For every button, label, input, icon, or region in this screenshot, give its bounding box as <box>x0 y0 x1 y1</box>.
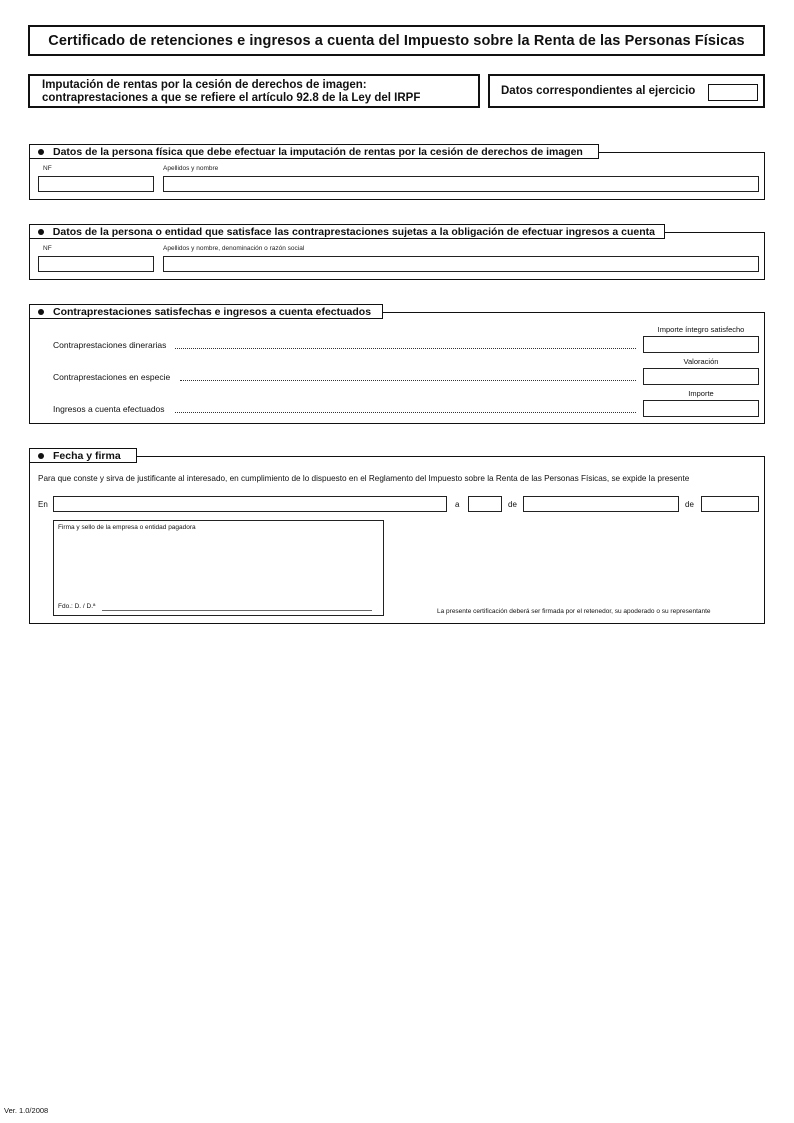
column-header: Importe <box>688 389 714 398</box>
signature-label: Firma y sello de la empresa o entidad pagadora <box>58 524 196 531</box>
imputacion-line1: Imputación de rentas por la cesión de derechos de imagen: <box>42 79 367 91</box>
dotted-leader <box>175 348 636 349</box>
imputacion-line2: contraprestaciones a que se refiere el artículo 92.8 de la Ley del IRPF <box>42 92 421 104</box>
amount-field[interactable] <box>643 400 759 417</box>
row-label: Contraprestaciones en especie <box>53 372 171 382</box>
month-field[interactable] <box>523 496 679 512</box>
version-label: Ver. 1.0/2008 <box>4 1106 49 1115</box>
ejercicio-input[interactable] <box>708 84 758 101</box>
section-persona-fisica-title: Datos de la persona física que debe efectuar la imputación de rentas por la cesión de derechos de imagen <box>53 145 583 158</box>
form-title: Certificado de retenciones e ingresos a cuenta del Impuesto sobre la Renta de las Personas Físicas <box>28 25 765 56</box>
row-label: Contraprestaciones dinerarias <box>53 340 167 350</box>
day-field[interactable] <box>468 496 502 512</box>
fdo-label: Fdo.: D. / D.ª <box>58 603 96 610</box>
signature-box[interactable] <box>53 520 384 616</box>
nif-label: NF <box>43 165 52 172</box>
nif-field[interactable] <box>38 176 154 192</box>
nif-label: NF <box>43 245 52 252</box>
name-label: Apellidos y nombre, denominación o razón social <box>163 245 305 252</box>
amount-field[interactable] <box>643 336 759 353</box>
certification-text: Para que conste y sirva de justificante al interesado, en cumplimiento de lo dispuesto en el Reglamento del Impuesto sobre la Renta de las Personas Físicas, se expide la presente <box>38 474 690 483</box>
year-field[interactable] <box>701 496 759 512</box>
bullet-icon <box>38 149 44 155</box>
place-field[interactable] <box>53 496 447 512</box>
bullet-icon <box>38 309 44 315</box>
en-label: En <box>38 500 48 509</box>
section-pagador-title: Datos de la persona o entidad que satisface las contraprestaciones sujetas a la obligación de efectuar ingresos a cuenta <box>52 225 655 238</box>
section-fecha-firma-header <box>29 448 137 463</box>
name-field[interactable] <box>163 176 759 192</box>
section-persona-fisica-header <box>29 144 599 159</box>
section-fecha-firma-title: Fecha y firma <box>53 449 121 462</box>
section-contraprestaciones-title: Contraprestaciones satisfechas e ingresos a cuenta efectuados <box>53 305 372 318</box>
section-contraprestaciones-header <box>29 304 383 319</box>
signature-note: La presente certificación deberá ser firmada por el retenedor, su apoderado o su representante <box>437 608 711 615</box>
de-label: de <box>508 500 517 509</box>
dotted-leader <box>175 412 636 413</box>
ejercicio-label: Datos correspondientes al ejercicio <box>501 85 696 97</box>
signature-line <box>102 610 372 611</box>
amount-field[interactable] <box>643 368 759 385</box>
name-label: Apellidos y nombre <box>163 165 219 172</box>
section-pagador-header <box>29 224 665 239</box>
bullet-icon <box>38 229 44 235</box>
imputacion-box <box>28 74 480 108</box>
name-field[interactable] <box>163 256 759 272</box>
column-header: Valoración <box>683 357 719 366</box>
nif-field[interactable] <box>38 256 154 272</box>
a-label: a <box>455 500 460 509</box>
bullet-icon <box>38 453 44 459</box>
ejercicio-box <box>488 74 765 108</box>
dotted-leader <box>180 380 636 381</box>
column-header: Importe íntegro satisfecho <box>657 325 745 334</box>
de-label: de <box>685 500 694 509</box>
row-label: Ingresos a cuenta efectuados <box>53 404 165 414</box>
